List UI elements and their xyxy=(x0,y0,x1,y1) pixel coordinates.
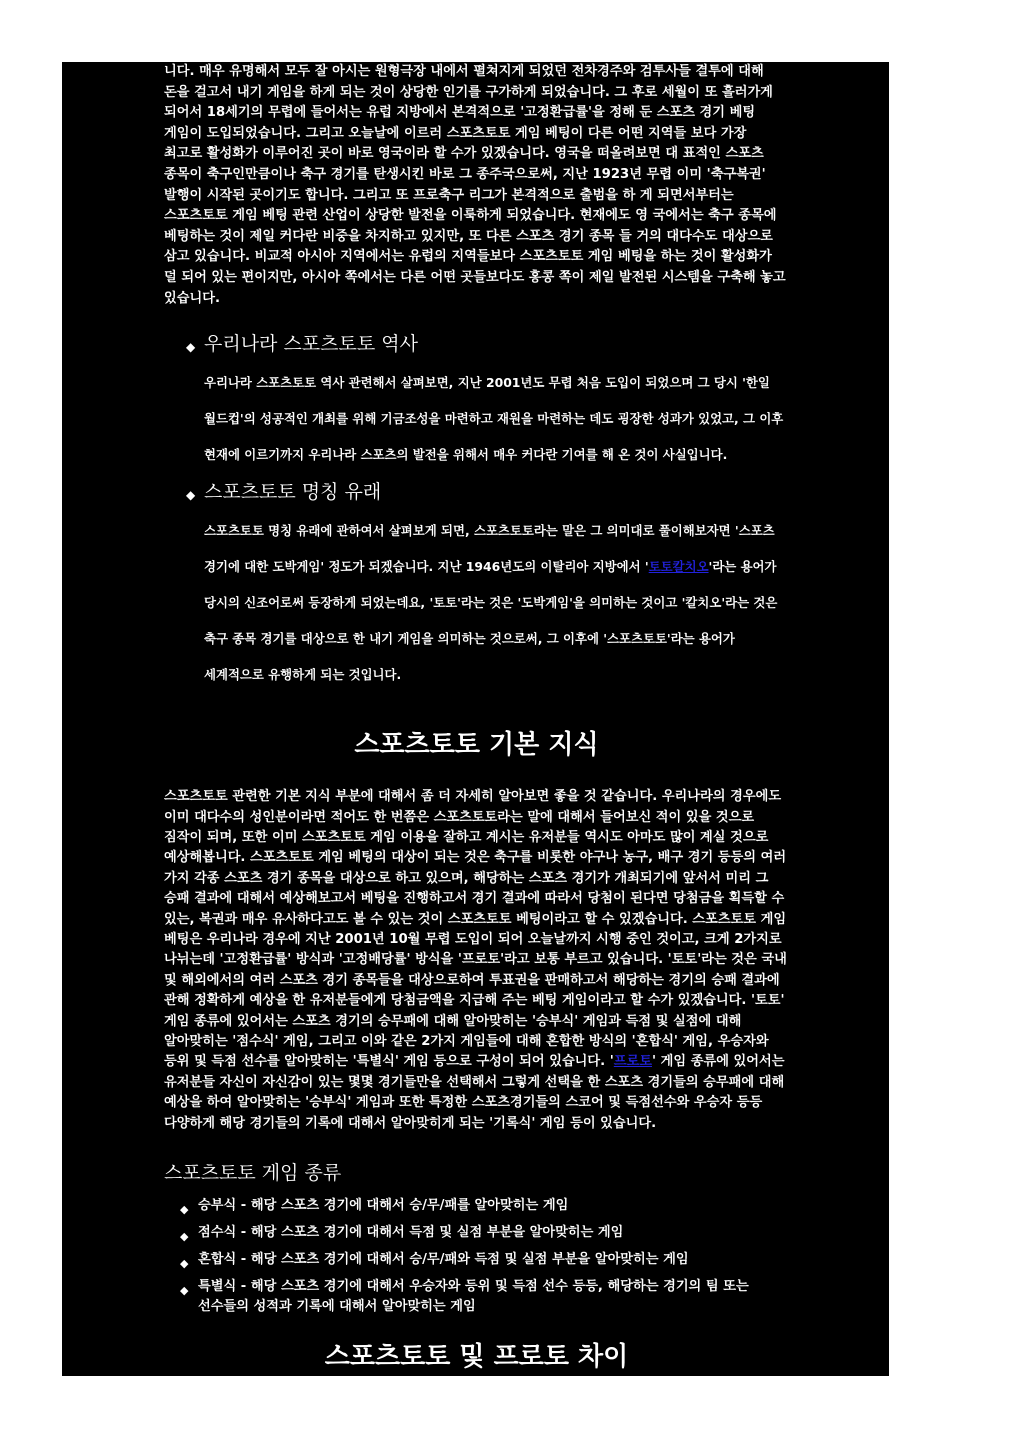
basics-text-after: ' 게임 종류에 있어서는 유저분들 자신이 자신감이 있는 몇몇 경기들만을 선택해서 그렇게 선택을 한 스포츠 경기들의 승무패에 대해 예상을 하여 알아맞히는 '승부식' 게임과 또한 특정한 스포츠경기들의 스코어 및 득점선수와 우승자 등등 다양하게 해당 경기들의 기록에 대해서 알아맞히게 되는 '기록식' 게임 등이 있습니다. xyxy=(164,1054,785,1131)
document-page xyxy=(62,62,889,1376)
origin-text-before: 스포츠토토 명칭 유래에 관하여서 살펴보게 되면, 스포츠토토라는 말은 그 의미대로 풀이해보자면 '스포츠 경기에 대한 도박게임' 정도가 되겠습니다. 지난 1946년도의 이탈리아 지방에서 ' xyxy=(204,523,775,575)
history-section xyxy=(164,331,789,473)
diamond-bullet-icon: ◆ xyxy=(186,488,196,503)
list-item: ◆ 점수식 - 해당 스포츠 경기에 대해서 득점 및 실점 부분을 알아맞히는 게임 xyxy=(164,1223,789,1243)
diamond-bullet-icon: ◆ xyxy=(186,340,196,355)
difference-heading: 스포츠토토 및 프로토 차이 xyxy=(324,1342,629,1373)
game-types-list xyxy=(164,1196,789,1317)
list-item: ◆ 혼합식 - 해당 스포츠 경기에 대해서 승/무/패와 득점 및 실점 부분을 알아맞히는 게임 xyxy=(164,1250,789,1270)
intro-paragraph: 니다. 매우 유명해서 모두 잘 아시는 원형극장 내에서 펼쳐지게 되었던 전차경주와 검투사들 결투에 대해 돈을 걸고서 내기 게임을 하게 되는 것이 상당한 인기를 구가하게 되었습니다. 그 후로 세월이 또 흘러가게 되어서 18세기의 무렵에 들어서는 유럽 지방에서 본격적으로 '고정환급률'을 정해 둔 스포츠 경기 베팅 게임이 도입되었습니다. 그리고 오늘날에 이르러 스포츠토토 게임 베팅이 다른 어떤 지역들 보다 가장 최고로 활성화가 이루어진 곳이 바로 영국이라 할 수가 있겠습니다. 영국을 떠올려보면 대 표적인 스포츠 종목이 축구인만큼이나 축구 경기를 탄생시킨 바로 그 종주국으로써, 지난 1923년 무렵 이미 '축구복권' 발행이 시작된 곳이기도 합니다. 그리고 또 프로축구 리그가 본격적으로 출범을 하 게 되면서부터는 스포츠토토 게임 베팅 관련 산업이 상당한 발전을 이룩하게 되었습니다. 현재에도 영 국에서는 축구 종목에 베팅하는 것이 제일 커다란 비중을 차지하고 있지만, 또 다른 스포츠 경기 종목 들 거의 대다수도 대상으로 삼고 있습니다. 비교적 아시아 지역에서는 유럽의 지역들보다 스포츠토토 게임 베팅을 하는 것이 활성화가 덜 되어 있는 편이지만, 아시아 쪽에서는 다른 어떤 곳들보다도 홍콩 쪽이 제일 발전된 시스템을 구축해 놓고 있습니다. xyxy=(164,64,786,306)
article xyxy=(164,62,789,1376)
diamond-bullet-icon: ◆ xyxy=(180,1230,189,1244)
diamond-bullet-icon: ◆ xyxy=(180,1284,189,1298)
basics-text-before: 스포츠토토 관련한 기본 지식 부분에 대해서 좀 더 자세히 알아보면 좋을 것 같습니다. 우리나라의 경우에도 이미 대다수의 성인분이라면 적어도 한 번쯤은 스포츠토토라는 말에 대해서 들어보신 적이 있을 것으로 짐작이 되며, 또한 이미 스포츠토토 게임 이용을 잘하고 계시는 유저분들 역시도 아마도 많이 계실 것으로 예상해봅니다. 스포츠토토 게임 베팅의 대상이 되는 것은 축구를 비롯한 야구나 농구, 배구 경기 등등의 여러 가지 각종 스포츠 경기 종목을 대상으로 하고 있으며, 해당하는 스포츠 경기가 개최되기에 앞서서 미리 그 승패 결과에 대해서 예상해보고서 베팅을 진행하고서 경기 결과에 따라서 당첨이 된다면 당첨금을 획득할 수 있는, 복권과 매우 유사하다고도 볼 수 있는 것이 스포츠토토 베팅이라고 할 수 있겠습니다. 스포츠토토 게임 베팅은 우리나라 경우에 지난 2001년 10월 무렵 도입이 되어 오늘날까지 시행 중인 것이고, 크게 2가지로 나뉘는데 '고정환급률' 방식과 '고정배당률' 방식을 '프로토'라고 보통 부르고 있습니다. '토토'라는 것은 국내 및 해외에서의 여러 스포츠 경기 종목들을 대상으로하여 투표권을 판매하고서 해당하는 경기의 승패 결과에 관해 정확하게 예상을 한 유저분들에게 당첨금액을 지급해 주는 베팅 게임이라고 할 수가 있겠습니다. '토토' 게임 종류에 있어서는 스포츠 경기의 승무패에 대해 알아맞히는 '승부식' 게임과 득점 및 실점에 대해 알아맞히는 '점수식' 게임, 그리고 이와 같은 2가지 게임들에 대해 혼합한 방식의 '혼합식' 게임, 우승자와 등위 및 득점 선수를 알아맞히는 '특별식' 게임 등으로 구성이 되어 있습니다. ' xyxy=(164,789,787,1070)
history-heading xyxy=(186,331,789,357)
origin-paragraph xyxy=(204,513,789,693)
origin-title: 스포츠토토 명칭 유래 xyxy=(204,481,382,504)
diamond-bullet-icon: ◆ xyxy=(180,1203,189,1217)
origin-section xyxy=(164,479,789,693)
history-title: 우리나라 스포츠토토 역사 xyxy=(204,333,418,356)
diamond-bullet-icon: ◆ xyxy=(180,1257,189,1271)
basics-paragraph xyxy=(164,787,789,1134)
game-types-heading: 스포츠토토 게임 종류 xyxy=(164,1162,342,1185)
history-paragraph: 우리나라 스포츠토토 역사 관련해서 살펴보면, 지난 2001년도 무렵 처음 도입이 되었으며 그 당시 '한일 월드컵'의 성공적인 개최를 위해 기금조성을 마련하고 재원을 마련하는 데도 굉장한 성과가 있었고, 그 이후 현재에 이르기까지 우리나라 스포츠의 발전을 위해서 매우 커다란 기여를 해 온 것이 사실입니다. xyxy=(204,375,784,463)
totocalcio-link[interactable]: 토토칼치오 xyxy=(648,559,709,575)
proto-link[interactable]: 프로토 xyxy=(613,1054,653,1070)
list-item: ◆ 승부식 - 해당 스포츠 경기에 대해서 승/무/패를 알아맞히는 게임 xyxy=(164,1196,789,1216)
origin-text-after: '라는 용어가 당시의 신조어로써 등장하게 되었는데요, '토토'라는 것은 '도박게임'을 의미하는 것이고 '칼치오'라는 것은 축구 종목 경기를 대상으로 한 내기 게임을 의미하는 것으로써, 그 이후에 '스포츠토토'라는 용어가 세계적으로 유행하게 되는 것입니다. xyxy=(204,559,778,683)
list-item: ◆ 특별식 - 해당 스포츠 경기에 대해서 우승자와 등위 및 득점 선수 등등, 해당하는 경기의 팀 또는 선수들의 성적과 기록에 대해서 알아맞히는 게임 xyxy=(180,1279,749,1315)
origin-heading xyxy=(186,479,789,505)
basics-heading: 스포츠토토 기본 지식 xyxy=(354,730,599,761)
